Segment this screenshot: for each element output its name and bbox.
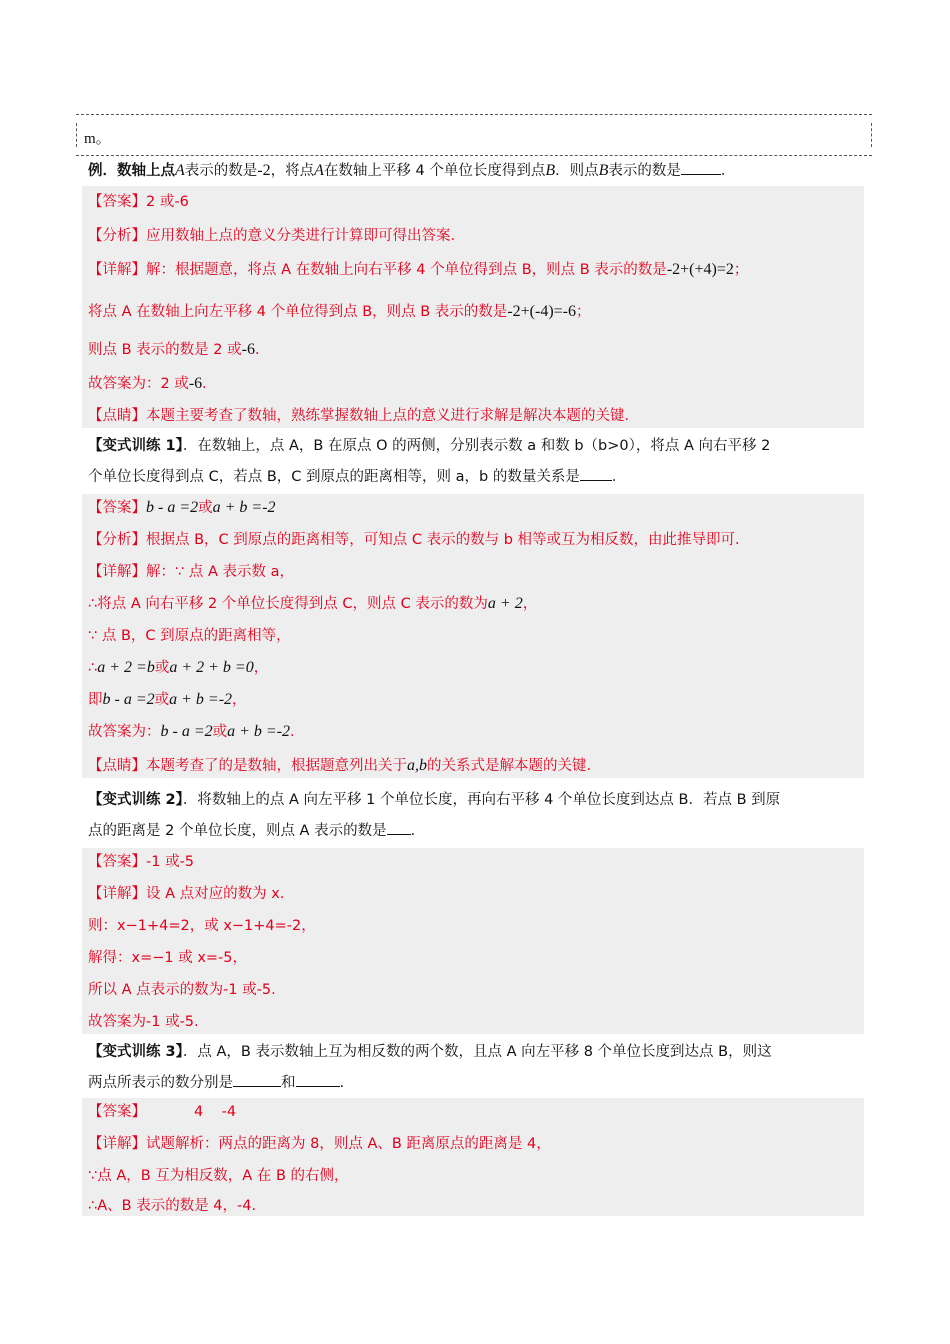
example-detail-1	[88, 260, 748, 280]
answer-text: 或	[198, 500, 213, 516]
math-expression: b - a =2	[146, 499, 199, 516]
ex1-question-line-1	[88, 436, 770, 456]
detail-text: ．	[290, 724, 305, 740]
ex2-detail-2	[88, 916, 316, 936]
question-text: ．在数轴上，点 A，B 在原点 O 的两侧，分别表示数 a 和数 b（b>0），将点 A 向右平移 2	[182, 438, 771, 454]
ex1-answer	[88, 498, 276, 518]
detail-text: 故答案为：2 或	[88, 376, 189, 392]
math-expression: a + 2 =b	[97, 659, 155, 676]
math-expression: -2+(-4)=-6	[507, 303, 576, 320]
ex2-detail-1	[88, 884, 284, 904]
math-expression: -6	[241, 341, 255, 358]
example-q-part: ，将点	[270, 163, 315, 179]
detail-tag: 【详解】	[88, 1136, 146, 1152]
detail-text: 将点 A 在数轴上向左平移 4 个单位得到点 B，则点 B 表示的数是	[88, 304, 508, 320]
answer-tag: 【答案】	[88, 854, 146, 870]
detail-text: ∵点 A，B 互为相反数，A 在 B 的右侧，	[88, 1168, 349, 1184]
ex2-question-line-2	[88, 820, 425, 841]
detail-text: ，	[232, 692, 247, 708]
comment-text: 本题考查了的是数轴，根据题意列出关于	[146, 758, 407, 774]
detail-text: ；	[576, 304, 591, 320]
ex2-answer	[88, 852, 194, 872]
answer-tag: 【答案】	[88, 500, 146, 516]
exercise-tag: 【变式训练 3】	[88, 1044, 183, 1060]
example-detail-3	[88, 340, 269, 360]
example-q-part: -2	[257, 162, 271, 179]
answer-tag: 【答案】	[88, 194, 146, 210]
example-comment	[88, 406, 639, 426]
detail-tag: 【详解】	[88, 886, 146, 902]
math-expression: a + 2 + b =0	[169, 659, 254, 676]
box-tail-text: m。	[84, 131, 111, 147]
math-expression: -6	[188, 375, 203, 392]
ex2-solution-panel	[82, 848, 864, 1034]
detail-text: ，	[253, 660, 269, 676]
question-text: .	[339, 1075, 345, 1091]
continued-box	[76, 114, 872, 156]
ex2-detail-4	[88, 980, 276, 1000]
math-expression: a + b =-2	[169, 691, 233, 708]
analysis-text: 根据点 B，C 到原点的距离相等，可知点 C 表示的数与 b 相等或互为相反数，由此推导即可．	[146, 532, 750, 548]
ex1-detail-1	[88, 562, 294, 582]
example-q-part: ．则点	[555, 163, 599, 179]
answer-blank	[233, 1072, 281, 1087]
box-left-edge	[76, 123, 77, 147]
math-expression: a,b	[407, 757, 427, 774]
detail-text: ∵ 点 B，C 到原点的距离相等，	[88, 628, 291, 644]
detail-text: 试题解析：两点的距离为 8，则点 A、B 距离原点的距离是 4，	[146, 1136, 551, 1152]
ex3-question-line-1	[88, 1042, 772, 1062]
example-q-part: A	[314, 162, 324, 179]
question-text: 和	[281, 1075, 296, 1091]
exercise-tag: 【变式训练 1】	[88, 438, 183, 454]
detail-text: 则：x−1+4=2，或 x−1+4=-2，	[88, 918, 316, 934]
box-right-edge	[871, 123, 872, 147]
ex1-analysis	[88, 530, 750, 550]
detail-text: 设 A 点对应的数为 x.	[146, 886, 285, 902]
ex1-detail-6	[88, 722, 305, 742]
example-q-part: A	[175, 162, 185, 179]
detail-text: 或	[212, 724, 228, 740]
answer-text: 2 或-6	[146, 194, 189, 210]
detail-text: ．	[254, 342, 270, 358]
detail-tag: 【详解】	[88, 262, 146, 278]
question-text: ．将数轴上的点 A 向左平移 1 个单位长度，再向右平移 4 个单位长度到达点 B．若点 B 到原	[182, 792, 781, 808]
ex1-detail-3	[88, 626, 291, 646]
ex1-detail-4	[88, 658, 268, 678]
detail-text: 解得：x=−1 或 x=-5，	[88, 950, 248, 966]
detail-text: ∴A、B 表示的数是 4，-4.	[88, 1198, 257, 1214]
ex3-question-line-2	[88, 1072, 344, 1093]
detail-text: ，	[522, 596, 538, 612]
detail-text: 即	[88, 692, 103, 708]
example-analysis	[88, 226, 465, 246]
math-expression: a + b =-2	[212, 499, 276, 516]
ex3-answer	[88, 1102, 236, 1122]
comment-tag: 【点睛】	[88, 758, 146, 774]
answer-blank	[296, 1072, 340, 1087]
math-expression: b - a =2	[160, 723, 213, 740]
answer-blank	[580, 466, 612, 481]
example-q-part: 例．数轴上点	[88, 163, 175, 179]
ex3-detail-1	[88, 1134, 551, 1154]
math-expression: a + b =-2	[227, 723, 291, 740]
detail-text: 则点 B 表示的数是 2 或	[88, 342, 242, 358]
ex2-detail-5	[88, 1012, 199, 1032]
answer-text: 4 -4	[194, 1104, 237, 1120]
example-q-part: 在数轴上平移 4 个单位长度得到点	[323, 163, 546, 179]
detail-text: 或	[154, 692, 170, 708]
answer-tag: 【答案】	[88, 1104, 146, 1120]
example-answer	[88, 192, 189, 212]
ex1-detail-5	[88, 690, 247, 710]
question-text: ．点 A，B 表示数轴上互为相反数的两个数，且点 A 向左平移 8 个单位长度到达点 B，则这	[182, 1044, 772, 1060]
ex1-comment	[88, 756, 601, 776]
detail-text: 故答案为：	[88, 724, 161, 740]
question-text: ．	[410, 823, 426, 839]
ex3-detail-3	[88, 1196, 256, 1216]
answer-blank	[387, 820, 411, 835]
ex1-question-line-2	[88, 466, 626, 487]
math-expression: -2+(+4)=2	[666, 261, 734, 278]
answer-text: -1 或-5	[146, 854, 195, 870]
example-q-part: 表示的数是	[184, 163, 258, 179]
example-q-part: B	[598, 162, 609, 179]
answer-blank	[681, 160, 721, 175]
analysis-tag: 【分析】	[88, 532, 146, 548]
ex2-detail-3	[88, 948, 247, 968]
example-q-part: B	[545, 162, 556, 179]
math-expression: a + 2	[487, 595, 523, 612]
ex3-detail-2	[88, 1166, 349, 1186]
detail-text: ∴将点 A 向右平移 2 个单位长度得到点 C，则点 C 表示的数为	[88, 596, 488, 612]
question-text: 两点所表示的数分别是	[88, 1075, 233, 1091]
question-text: ．	[611, 469, 627, 485]
analysis-text: 应用数轴上点的意义分类进行计算即可得出答案．	[146, 228, 465, 244]
example-detail-2	[88, 302, 591, 322]
detail-text: 所以 A 点表示的数为-1 或-5.	[88, 982, 276, 998]
detail-text: ∴	[88, 660, 98, 676]
example-q-part: 表示的数是	[608, 163, 681, 179]
detail-text: 故答案为-1 或-5.	[88, 1014, 199, 1030]
example-q-part: ．	[720, 163, 736, 179]
question-text: 点的距离是 2 个单位长度，则点 A 表示的数是	[88, 823, 387, 839]
detail-text: ．	[202, 376, 217, 392]
detail-text: 解：根据题意，将点 A 在数轴上向右平移 4 个单位得到点 B，则点 B 表示的数是	[146, 262, 667, 278]
detail-text: ；	[733, 262, 749, 278]
ex1-detail-2	[88, 594, 537, 614]
comment-tag: 【点睛】	[88, 408, 146, 424]
analysis-tag: 【分析】	[88, 228, 146, 244]
example-question	[88, 160, 735, 181]
comment-text: 的关系式是解本题的关键．	[427, 758, 601, 774]
detail-text: 或	[154, 660, 170, 676]
math-expression: b - a =2	[102, 691, 155, 708]
comment-text: 本题主要考查了数轴，熟练掌握数轴上点的意义进行求解是解决本题的关键．	[146, 408, 639, 424]
ex2-question-line-1	[88, 790, 780, 810]
detail-text: 解：∵ 点 A 表示数 a，	[146, 564, 294, 580]
exercise-tag: 【变式训练 2】	[88, 792, 183, 808]
example-detail-4	[88, 374, 217, 394]
detail-tag: 【详解】	[88, 564, 146, 580]
question-text: 个单位长度得到点 C，若点 B，C 到原点的距离相等，则 a，b 的数量关系是	[88, 469, 580, 485]
